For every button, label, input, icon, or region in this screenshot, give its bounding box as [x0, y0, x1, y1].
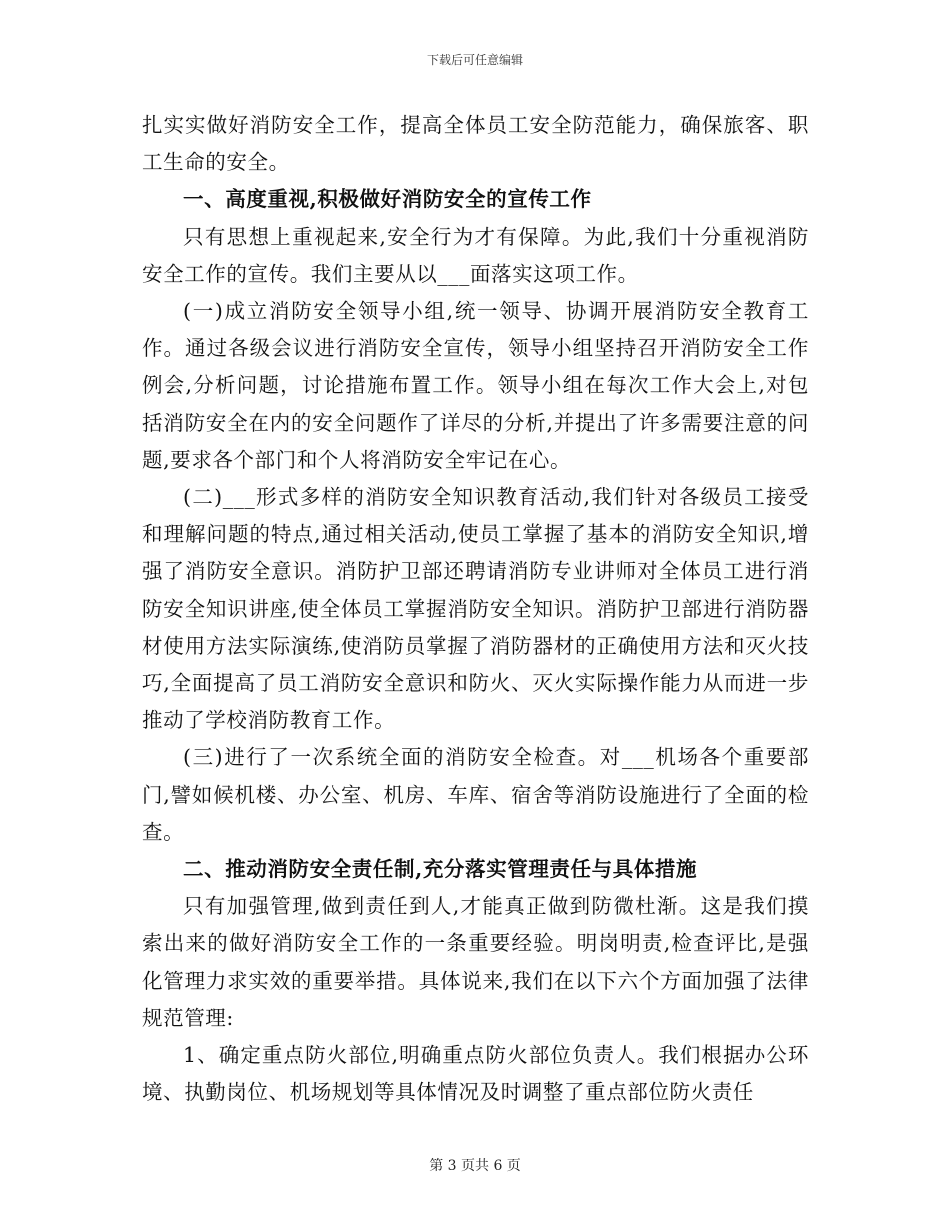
- paragraph: (一)成立消防安全领导小组,统一领导、协调开展消防安全教育工作。通过各级会议进行消防安全宣传，领导小组坚持召开消防安全工作例会,分析问题，讨论措施布置工作。领导小组在每次工作大会上,对包括消防安全在内的安全问题作了详尽的分析,并提出了许多需要注意的问题,要求各个部门和个人将消防安全牢记在心。: [142, 299, 809, 472]
- paragraph: (二)___形式多样的消防安全知识教育活动,我们针对各级员工接受和理解问题的特点,通过相关活动,使员工掌握了基本的消防安全知识,增强了消防安全意识。消防护卫部还聘请消防专业讲师对全体员工进行消防安全知识讲座,使全体员工掌握消防安全知识。消防护卫部进行消防器材使用方法实际演练,使消防员掌握了消防器材的正确使用方法和灭火技巧,全面提高了员工消防安全意识和防火、灭火实际操作能力从而进一步推动了学校消防教育工作。: [142, 485, 809, 733]
- section-heading-1: 一、高度重视,积极做好消防安全的宣传工作: [183, 187, 592, 212]
- paragraph: 只有思想上重视起来,安全行为才有保障。为此,我们十分重视消防安全工作的宣传。我们主要从以___面落实这项工作。: [142, 224, 809, 286]
- paragraph: (三)进行了一次系统全面的消防安全检查。对___机场各个重要部门,譬如候机楼、办公室、机房、车库、宿舍等消防设施进行了全面的检查。: [142, 745, 809, 844]
- document-body: [142, 107, 809, 1111]
- paragraph: 只有加强管理,做到责任到人,才能真正做到防微杜渐。这是我们摸索出来的做好消防安全工作的一条重要经验。明岗明责,检查评比,是强化管理力求实效的重要举措。具体说来,我们在以下六个方面加强了法律规范管理:: [142, 894, 809, 1030]
- paragraph-continuation: 扎实实做好消防安全工作，提高全体员工安全防范能力，确保旅客、职工生命的安全。: [142, 113, 809, 175]
- paragraph: 1、确定重点防火部位,明确重点防火部位负责人。我们根据办公环境、执勤岗位、机场规划等具体情况及时调整了重点部位防火责任: [142, 1043, 809, 1105]
- page-number: 第 3 页共 6 页: [429, 1158, 521, 1174]
- page-header: 下载后可任意编辑: [426, 53, 523, 67]
- section-heading-2: 二、推动消防安全责任制,充分落实管理责任与具体措施: [183, 857, 698, 882]
